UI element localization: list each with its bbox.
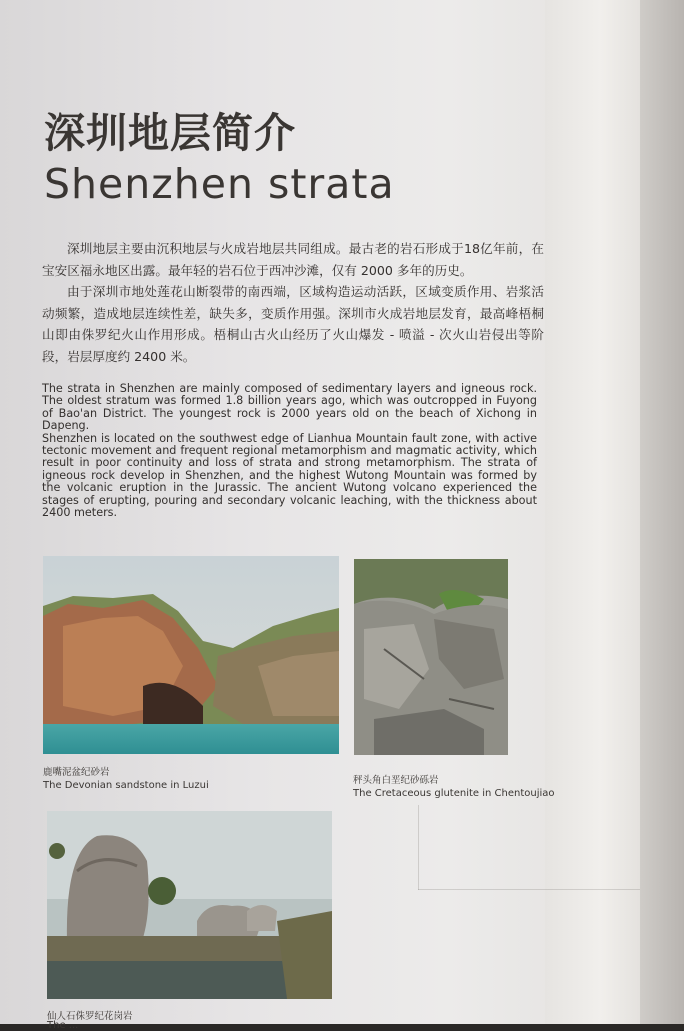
cn-paragraph: 深圳地层主要由沉积地层与火成岩地层共同组成。最古老的岩石形成于18亿年前，在宝安区福永地区出露。最年轻的岩石位于西冲沙滩，仅有 2000 多年的历史。 [42,241,544,278]
caption-en-xianrenshi: The ... [47,1020,79,1031]
en-paragraph: Shenzhen is located on the southwest edge of Lianhua Mountain fault zone, with active tectonic movement and frequent regional metamorphism and magmatic activity, which result in poor continuity and loss of strata and strong metamorphism. The strata of igneous rock develop in Shenzhen, and the highest Wutong Mountain was formed by the volcanic eruption in the Jurassic. The ancient Wutong volcano experienced the stages of erupting, pouring and secondary volcanic leaching, with the thickness about 2400 meters. [42,431,537,520]
title-chinese: 深圳地层简介 [44,109,296,157]
caption-en-luzui: The Devonian sandstone in Luzui [43,780,209,791]
caption-cn-luzui: 鹿嘴泥盆纪砂岩 [43,767,110,778]
en-paragraph: The strata in Shenzhen are mainly composed of sedimentary layers and igneous rock. The oldest stratum was formed 1.8 billion years ago, which was outcropped in Fuyong of Bao'an District. The youngest rock is 2000 years old on the beach of Xichong in Dapeng. [42,382,537,433]
caption-en-chentoujiao: The Cretaceous glutenite in Chentoujiao [353,788,555,799]
panel-crease [418,805,419,890]
chinese-body-text [42,238,544,367]
photo-xianrenshi-granite [47,811,332,999]
photo-chentoujiao-glutenite [354,559,508,755]
panel-crease [418,889,640,890]
title-english: Shenzhen strata [44,160,395,208]
photo-luzui-sandstone [43,556,339,754]
english-body-text [42,383,537,519]
cn-paragraph: 由于深圳市地处莲花山断裂带的南西端，区域构造运动活跃，区域变质作用、岩浆活动频繁，造成地层连续性差，缺失多，变质作用强。深圳市火成岩地层发育，最高峰梧桐山即由侏罗纪火山作用形成。梧桐山古火山经历了火山爆发 - 喷溢 - 次火山岩侵出等阶段，岩层厚度约 2400 米。 [42,284,544,364]
caption-cn-chentoujiao: 秤头角白垩纪砂砾岩 [353,775,439,786]
caption-cn-xianrenshi: 仙人石侏罗纪花岗岩 [47,1011,133,1022]
wall-edge [640,0,684,1024]
